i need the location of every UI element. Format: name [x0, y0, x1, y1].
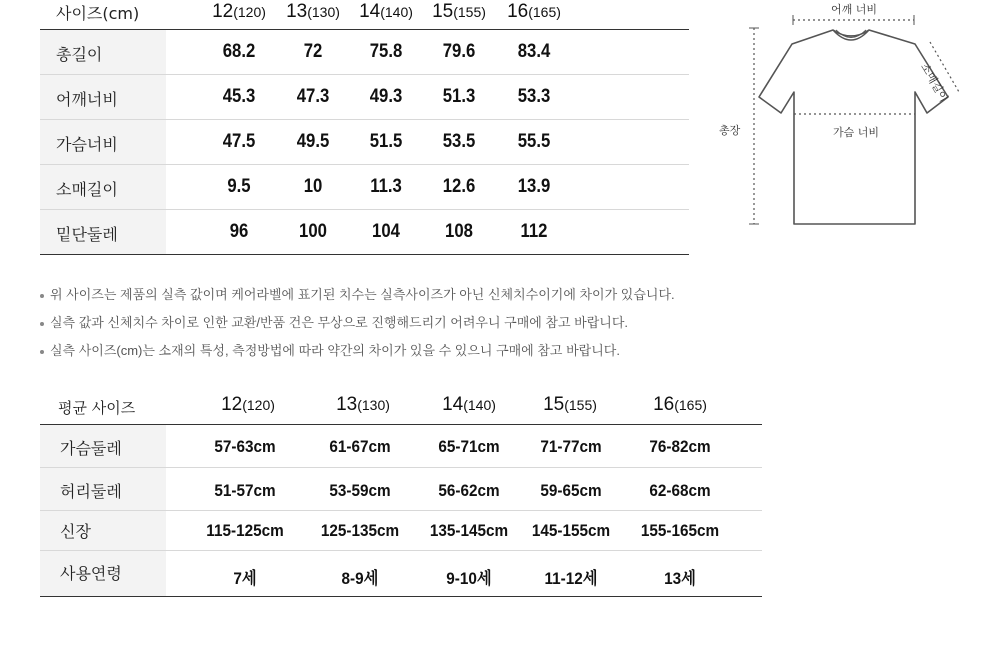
size-column-header: 13(130): [336, 394, 390, 415]
shoulder-width-label: 어깨 너비: [831, 3, 878, 16]
table-cell: 104: [372, 221, 400, 242]
size-column-header: 14(140): [359, 1, 413, 22]
table-cell: 135-145cm: [429, 521, 509, 540]
table-cell: 13.9: [517, 176, 551, 197]
tshirt-diagram: [715, 0, 1000, 240]
table-row: [40, 165, 689, 210]
table-cell: 145-155cm: [531, 521, 611, 540]
table-cell: 51.5: [369, 131, 403, 152]
table-row: [40, 75, 689, 120]
table-cell: 11.3: [370, 176, 402, 197]
table-row: [40, 30, 689, 75]
table-cell: 53.5: [442, 131, 476, 152]
table-cell: 11-12세: [544, 569, 598, 588]
table-row: [40, 511, 762, 551]
table-cell: 49.3: [369, 86, 403, 107]
size-column-header: 16(165): [507, 1, 561, 22]
size-column-header: 14(140): [442, 394, 496, 415]
table-row: [40, 210, 689, 255]
size-column-header: 12(120): [212, 1, 266, 22]
table-cell: 51-57cm: [214, 481, 276, 500]
table-cell: 57-63cm: [214, 437, 276, 456]
size-column-header: 13(130): [286, 1, 340, 22]
table-cell: 51.3: [442, 86, 476, 107]
table-cell: 47.3: [296, 86, 330, 107]
table-cell: 10: [303, 176, 323, 197]
size-table-header: [40, 0, 689, 30]
size-table-header-label: 사이즈(cm): [56, 4, 140, 23]
table-cell: 9-10세: [446, 569, 492, 588]
table-row: [40, 120, 689, 165]
table-cell: 13세: [664, 569, 696, 588]
table-cell: 112: [520, 221, 548, 242]
table-cell: 72: [303, 41, 323, 62]
table-cell: 12.6: [442, 176, 476, 197]
table-cell: 45.3: [222, 86, 256, 107]
size-column-header: 15(155): [543, 394, 597, 415]
note-item: 위 사이즈는 제품의 실측 값이며 케어라벨에 표기된 치수는 실측사이즈가 아닌 신체치수이기에 차이가 있습니다.: [40, 284, 675, 303]
average-size-header: [40, 386, 762, 425]
table-cell: 59-65cm: [540, 481, 602, 500]
table-cell: 9.5: [227, 176, 251, 197]
table-cell: 115-125cm: [206, 521, 284, 540]
row-label: 가슴너비: [56, 135, 118, 154]
average-size-header-label: 평균 사이즈: [58, 399, 136, 417]
table-cell: 79.6: [442, 41, 476, 62]
table-cell: 125-135cm: [320, 521, 400, 540]
table-row: [40, 425, 762, 468]
total-length-label: 총장: [719, 124, 741, 137]
table-cell: 65-71cm: [438, 437, 500, 456]
table-cell: 8-9세: [341, 569, 379, 588]
table-cell: 49.5: [296, 131, 330, 152]
table-cell: 71-77cm: [540, 437, 602, 456]
row-label-cell: [40, 511, 166, 550]
table-cell: 53-59cm: [329, 481, 391, 500]
row-label: 신장: [60, 522, 91, 541]
sleeve-length-label: 소매길이: [918, 61, 951, 105]
table-cell: 75.8: [369, 41, 403, 62]
table-row: [40, 551, 762, 597]
size-column-header: 12(120): [221, 394, 275, 415]
table-cell: 56-62cm: [438, 481, 500, 500]
row-label: 허리둘레: [60, 482, 122, 501]
table-row: [40, 468, 762, 511]
row-label: 가슴둘레: [60, 439, 122, 458]
tshirt-outline-icon: [715, 0, 1000, 240]
table-cell: 68.2: [222, 41, 256, 62]
note-item: 실측 사이즈(cm)는 소재의 특성, 측정방법에 따라 약간의 차이가 있을 수 있으니 구매에 참고 바랍니다.: [40, 340, 620, 359]
row-label: 총길이: [56, 45, 103, 64]
size-column-header: 15(155): [432, 1, 486, 22]
size-column-header: 16(165): [653, 394, 707, 415]
row-label: 사용연령: [60, 564, 122, 583]
table-cell: 96: [229, 221, 249, 242]
table-cell: 100: [299, 221, 327, 242]
table-cell: 108: [445, 221, 473, 242]
note-item: 실측 값과 신체치수 차이로 인한 교환/반품 건은 무상으로 진행해드리기 어려우니 구매에 참고 바랍니다.: [40, 312, 628, 331]
bullet-icon: [40, 322, 44, 326]
row-label: 밑단둘레: [56, 225, 118, 244]
row-label: 소매길이: [56, 180, 118, 199]
table-cell: 47.5: [222, 131, 256, 152]
table-cell: 62-68cm: [649, 481, 711, 500]
table-cell: 61-67cm: [329, 437, 391, 456]
table-cell: 83.4: [517, 41, 551, 62]
table-cell: 155-165cm: [640, 521, 720, 540]
bullet-icon: [40, 350, 44, 354]
row-label: 어깨너비: [56, 90, 118, 109]
bullet-icon: [40, 294, 44, 298]
table-cell: 53.3: [517, 86, 551, 107]
table-cell: 76-82cm: [649, 437, 711, 456]
chest-width-label: 가슴 너비: [833, 126, 880, 139]
table-cell: 55.5: [517, 131, 551, 152]
table-cell: 7세: [233, 569, 257, 588]
